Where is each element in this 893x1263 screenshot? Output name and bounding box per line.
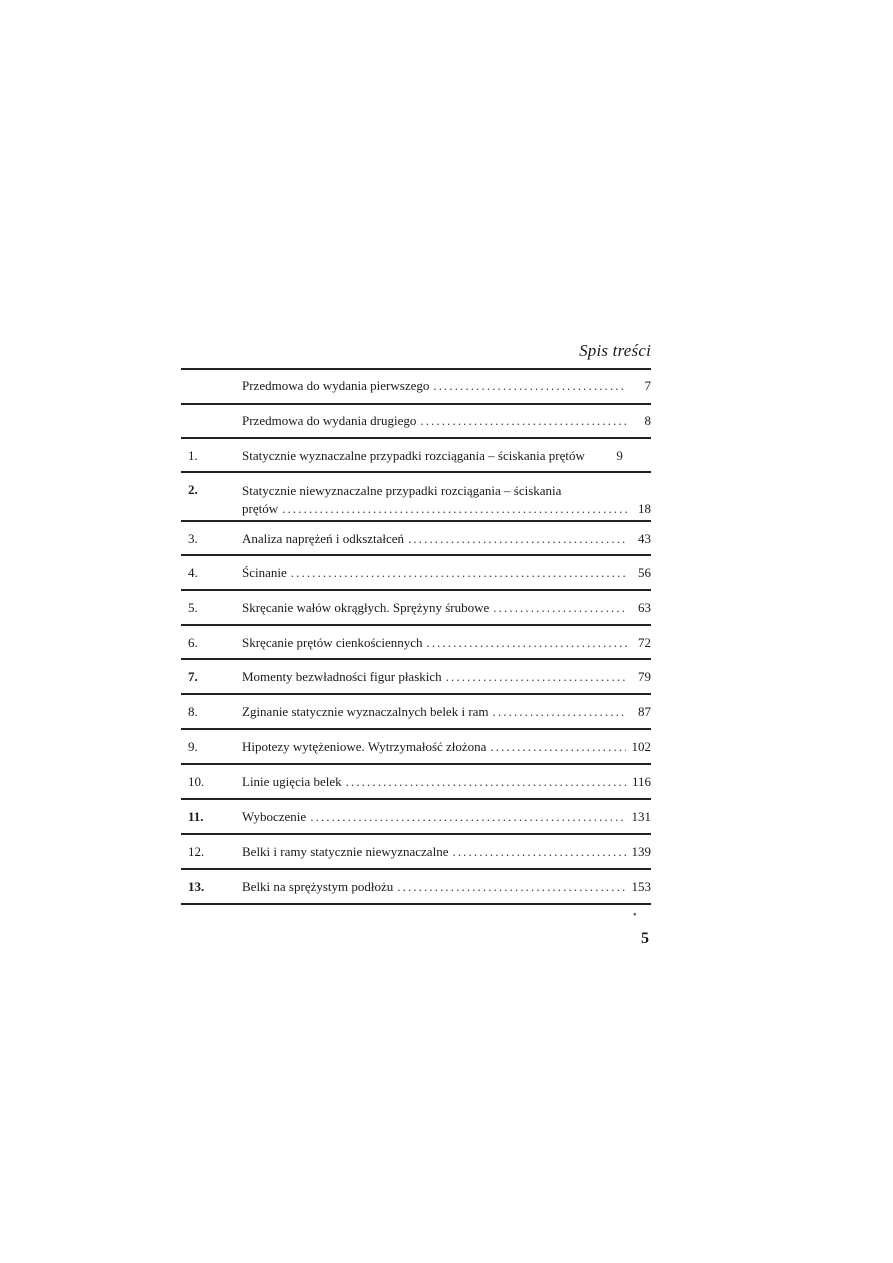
toc-row: [242, 600, 651, 616]
chapter-number: 3.: [188, 531, 198, 546]
toc-entry-chapter-9[interactable]: [181, 728, 651, 763]
toc-row: [242, 531, 651, 547]
toc-entry-chapter-4[interactable]: [181, 554, 651, 589]
toc-title: Ścinanie: [242, 565, 287, 580]
toc-entry-chapter-13[interactable]: [181, 868, 651, 905]
toc-page: 72: [638, 635, 651, 650]
toc-page: 7: [644, 378, 651, 393]
chapter-number: 4.: [188, 565, 198, 580]
chapter-number: 11.: [188, 809, 204, 824]
chapter-number: 7.: [188, 669, 198, 684]
toc-entry-chapter-12[interactable]: [181, 833, 651, 868]
toc-title: Przedmowa do wydania drugiego: [242, 413, 417, 428]
chapter-number: 1.: [188, 448, 198, 463]
toc-row: [242, 448, 651, 464]
toc-title-line-2: prętów: [242, 501, 279, 516]
toc-row: [242, 704, 651, 720]
dot-leader: [408, 531, 627, 547]
toc-row: [242, 809, 651, 825]
toc-row: [242, 844, 651, 860]
toc-page: 56: [638, 565, 651, 580]
toc-row: [242, 739, 651, 755]
toc-page: 43: [638, 531, 651, 546]
toc-page: 9: [616, 448, 623, 463]
toc-title: Hipotezy wytężeniowe. Wytrzymałość złożona: [242, 739, 487, 754]
chapter-number: 2.: [188, 482, 198, 497]
toc-title: Przedmowa do wydania pierwszego: [242, 378, 430, 393]
toc-row: [242, 378, 651, 394]
toc-title: Wyboczenie: [242, 809, 307, 824]
dot-leader: [433, 378, 627, 394]
chapter-number: 10.: [188, 774, 205, 789]
chapter-number: 6.: [188, 635, 198, 650]
dot-leader: [397, 879, 625, 895]
toc-title: Linie ugięcia belek: [242, 774, 342, 789]
toc-title: Statycznie wyznaczalne przypadki rozciągania – ściskania prętów: [242, 448, 585, 463]
toc-entry-chapter-5[interactable]: [181, 589, 651, 624]
toc-row: [242, 669, 651, 685]
toc-entry-chapter-3[interactable]: [181, 520, 651, 554]
toc-page: 87: [638, 704, 651, 719]
chapter-number: 9.: [188, 739, 198, 754]
toc-page: 139: [631, 844, 651, 859]
dot-leader: [493, 704, 627, 720]
toc-title: Belki na sprężystym podłożu: [242, 879, 394, 894]
toc-title: Skręcanie wałów okrągłych. Sprężyny śrubowe: [242, 600, 490, 615]
toc-entry-chapter-8[interactable]: [181, 693, 651, 728]
dot-leader: [282, 501, 627, 517]
dot-leader: [310, 809, 625, 825]
toc-page: 79: [638, 669, 651, 684]
toc-row: [242, 774, 651, 790]
table-of-contents: [181, 368, 651, 905]
chapter-number: 13.: [188, 879, 205, 894]
dot-leader: [452, 844, 625, 860]
toc-title: Skręcanie prętów cienkościennych: [242, 635, 423, 650]
toc-page: 8: [644, 413, 651, 428]
toc-row: [242, 413, 651, 429]
toc-entry-chapter-11[interactable]: [181, 798, 651, 833]
dot-leader: [291, 565, 627, 581]
dot-leader: [420, 413, 627, 429]
page-title: Spis treści: [579, 341, 651, 360]
toc-entry-chapter-1[interactable]: [181, 437, 651, 471]
chapter-number: 5.: [188, 600, 198, 615]
toc-row: [242, 565, 651, 581]
toc-title-line-1: Statycznie niewyznaczalne przypadki rozciągania – ściskania: [242, 483, 562, 498]
toc-entry-chapter-6[interactable]: [181, 624, 651, 658]
toc-entry-chapter-7[interactable]: [181, 658, 651, 693]
toc-page: 18: [638, 501, 651, 516]
toc-row: [242, 635, 651, 651]
chapter-number: 8.: [188, 704, 198, 719]
dot-leader: [346, 774, 626, 790]
toc-page: 102: [631, 739, 651, 754]
page-number: 5: [641, 930, 649, 947]
toc-page: 63: [638, 600, 651, 615]
toc-entry-chapter-2[interactable]: [181, 471, 651, 520]
dot-leader: [493, 600, 627, 616]
dot-leader: [426, 635, 627, 651]
toc-title: Momenty bezwładności figur płaskich: [242, 669, 442, 684]
toc-entry-preface-1[interactable]: [181, 368, 651, 403]
toc-entry-chapter-10[interactable]: [181, 763, 651, 798]
toc-page: 153: [631, 879, 651, 894]
ink-speck: •: [633, 910, 637, 921]
dot-leader: [490, 739, 625, 755]
toc-page: 116: [631, 774, 651, 789]
toc-row-line-2: [242, 501, 651, 517]
toc-title: Zginanie statycznie wyznaczalnych belek i ram: [242, 704, 489, 719]
toc-title: Belki i ramy statycznie niewyznaczalne: [242, 844, 449, 859]
toc-title: Analiza naprężeń i odkształceń: [242, 531, 405, 546]
toc-row: [242, 879, 651, 895]
dot-leader: [446, 669, 627, 685]
toc-row-line-1: [242, 483, 651, 499]
toc-entry-preface-2[interactable]: [181, 403, 651, 437]
toc-page: 131: [631, 809, 651, 824]
chapter-number: 12.: [188, 844, 205, 859]
